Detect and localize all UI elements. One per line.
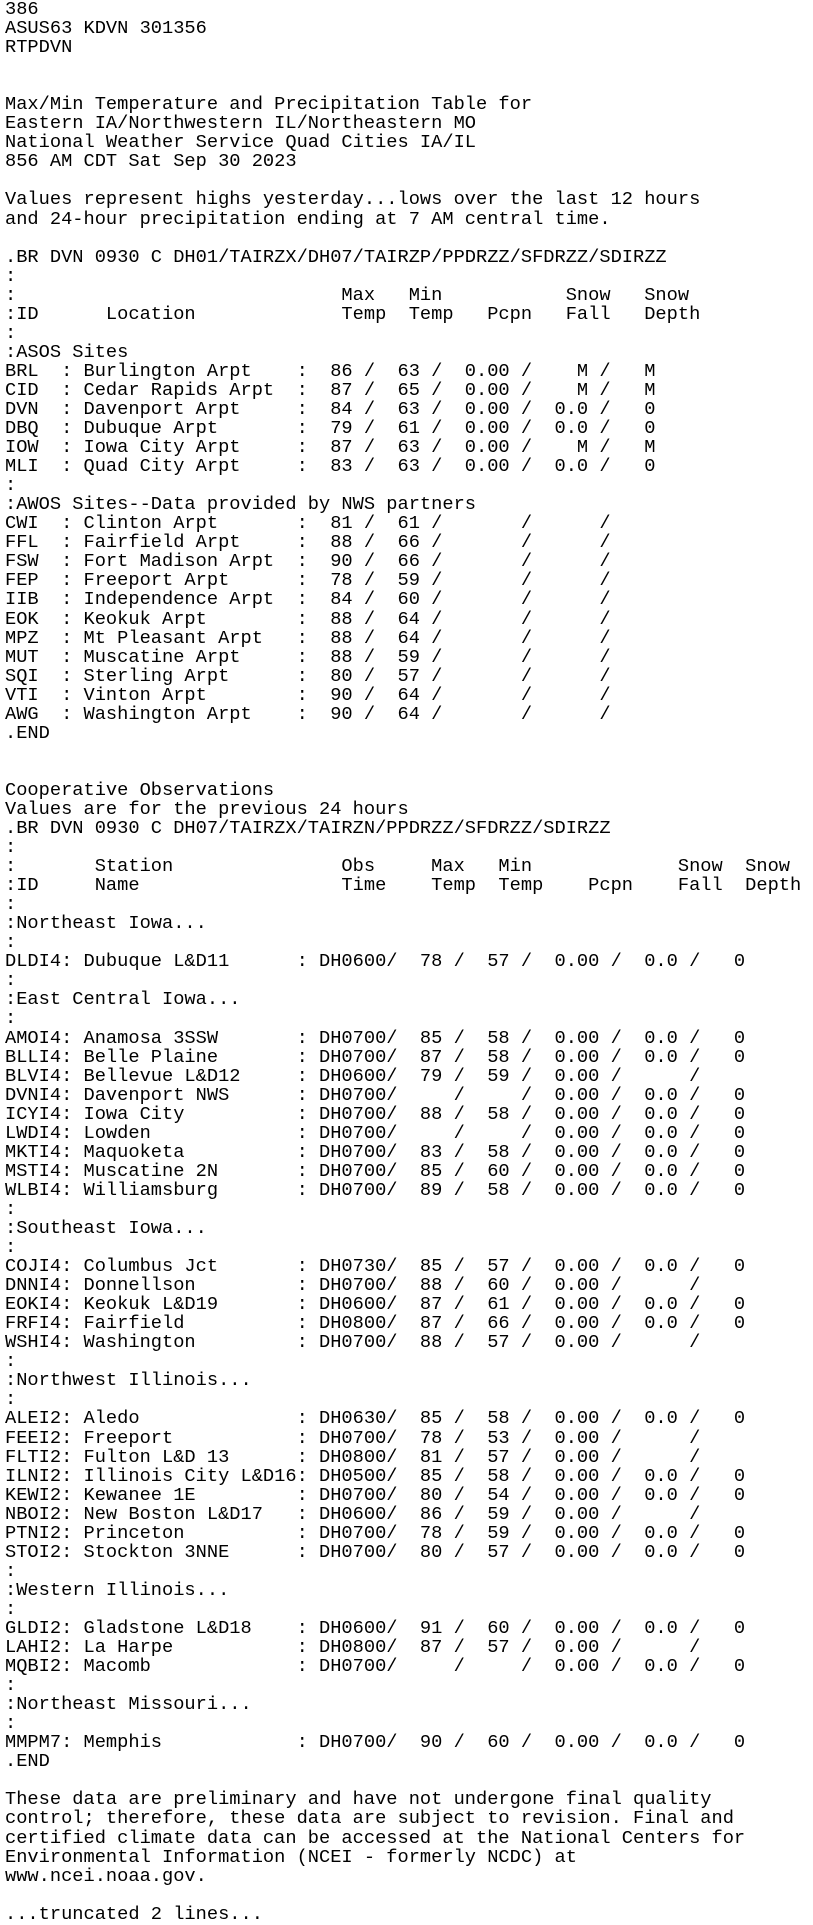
- text-line: Max/Min Temperature and Precipitation Table for: [5, 93, 533, 116]
- text-line: DVN : Davenport Arpt : 84 / 63 / 0.00 / 0.0 / 0: [5, 397, 656, 420]
- text-line: Eastern IA/Northwestern IL/Northeastern MO: [5, 112, 477, 135]
- text-line: FEEI2: Freeport : DH0700/ 78 / 53 / 0.00 / /: [5, 1426, 701, 1449]
- text-line: FSW : Fort Madison Arpt : 90 / 66 / / /: [5, 550, 611, 573]
- text-line: CWI : Clinton Arpt : 81 / 61 / / /: [5, 512, 611, 535]
- text-line: COJI4: Columbus Jct : DH0730/ 85 / 57 / 0.00 / 0.0 / 0: [5, 1255, 746, 1278]
- text-line: :Northeast Missouri...: [5, 1693, 252, 1716]
- text-line: :AWOS Sites--Data provided by NWS partners: [5, 493, 477, 516]
- text-line: STOI2: Stockton 3NNE : DH0700/ 80 / 57 / 0.00 / 0.0 / 0: [5, 1540, 746, 1563]
- text-line: IOW : Iowa City Arpt : 87 / 63 / 0.00 / M / M: [5, 436, 656, 459]
- text-line: :Western Illinois...: [5, 1578, 230, 1601]
- text-line: SQI : Sterling Arpt : 80 / 57 / / /: [5, 664, 611, 687]
- text-line: .BR DVN 0930 C DH01/TAIRZX/DH07/TAIRZP/PPDRZZ/SFDRZZ/SDIRZZ: [5, 245, 667, 268]
- text-line: DLDI4: Dubuque L&D11 : DH0600/ 78 / 57 / 0.00 / 0.0 / 0: [5, 950, 746, 973]
- text-line: :: [5, 931, 17, 954]
- text-line: BLLI4: Belle Plaine : DH0700/ 87 / 58 / 0.00 / 0.0 / 0: [5, 1045, 746, 1068]
- text-line: DNNI4: Donnellson : DH0700/ 88 / 60 / 0.00 / /: [5, 1274, 701, 1297]
- text-line: FRFI4: Fairfield : DH0800/ 87 / 66 / 0.00 / 0.0 / 0: [5, 1312, 746, 1335]
- text-line: ILNI2: Illinois City L&D16: DH0500/ 85 / 58 / 0.00 / 0.0 / 0: [5, 1464, 746, 1487]
- text-line: Environmental Information (NCEI - formerly NCDC) at: [5, 1845, 577, 1868]
- text-line: WSHI4: Washington : DH0700/ 88 / 57 / 0.00 / /: [5, 1331, 701, 1354]
- text-line: [5, 1886, 813, 1905]
- text-line: : Station Obs Max Min Snow Snow: [5, 855, 791, 878]
- text-line: RTPDVN: [5, 36, 73, 59]
- text-line: AWG : Washington Arpt : 90 / 64 / / /: [5, 702, 611, 725]
- text-line: :: [5, 1712, 17, 1735]
- text-line: www.ncei.noaa.gov.: [5, 1864, 207, 1887]
- text-line: MMPM7: Memphis : DH0700/ 90 / 60 / 0.00 / 0.0 / 0: [5, 1731, 746, 1754]
- text-line: FLTI2: Fulton L&D 13 : DH0800/ 81 / 57 / 0.00 / /: [5, 1445, 701, 1468]
- text-line: :: [5, 1197, 17, 1220]
- text-line: MPZ : Mt Pleasant Arpt : 88 / 64 / / /: [5, 626, 611, 649]
- text-line: [5, 57, 813, 76]
- text-line: Values represent highs yesterday...lows over the last 12 hours: [5, 188, 701, 211]
- text-line: :: [5, 969, 17, 992]
- text-line: CID : Cedar Rapids Arpt : 87 / 65 / 0.00 / M / M: [5, 378, 656, 401]
- text-line: :ID Location Temp Temp Pcpn Fall Depth: [5, 302, 701, 325]
- text-line: 856 AM CDT Sat Sep 30 2023: [5, 150, 297, 173]
- text-line: MUT : Muscatine Arpt : 88 / 59 / / /: [5, 645, 611, 668]
- text-line: These data are preliminary and have not undergone final quality: [5, 1788, 712, 1811]
- text-line: KEWI2: Kewanee 1E : DH0700/ 80 / 54 / 0.00 / 0.0 / 0: [5, 1483, 746, 1506]
- text-line: VTI : Vinton Arpt : 90 / 64 / / /: [5, 683, 611, 706]
- text-line: :: [5, 1007, 17, 1030]
- text-line: :: [5, 1674, 17, 1697]
- text-line: :: [5, 836, 17, 859]
- text-line: National Weather Service Quad Cities IA/IL: [5, 131, 477, 154]
- text-line: :: [5, 1559, 17, 1582]
- text-line: LWDI4: Lowden : DH0700/ / / 0.00 / 0.0 / 0: [5, 1121, 746, 1144]
- text-line: :: [5, 1597, 17, 1620]
- text-line: ICYI4: Iowa City : DH0700/ 88 / 58 / 0.00 / 0.0 / 0: [5, 1102, 746, 1125]
- text-line: control; therefore, these data are subject to revision. Final and: [5, 1807, 734, 1830]
- text-line: :Southeast Iowa...: [5, 1217, 207, 1239]
- text-line: :: [5, 1388, 17, 1411]
- text-line: : Max Min Snow Snow: [5, 283, 690, 306]
- text-line: DVNI4: Davenport NWS : DH0700/ / / 0.00 / 0.0 / 0: [5, 1083, 746, 1106]
- text-line: [5, 743, 813, 762]
- text-line: FFL : Fairfield Arpt : 88 / 66 / / /: [5, 531, 611, 554]
- text-line: EOK : Keokuk Arpt : 88 / 64 / / /: [5, 607, 611, 630]
- text-line: 386: [5, 0, 39, 20]
- text-line: DBQ : Dubuque Arpt : 79 / 61 / 0.00 / 0.0 / 0: [5, 417, 656, 440]
- text-line: Cooperative Observations: [5, 778, 275, 801]
- text-line: ASUS63 KDVN 301356: [5, 17, 207, 40]
- text-line: :: [5, 1236, 17, 1259]
- text-line: MSTI4: Muscatine 2N : DH0700/ 85 / 60 / 0.00 / 0.0 / 0: [5, 1159, 746, 1182]
- text-line: GLDI2: Gladstone L&D18 : DH0600/ 91 / 60 / 0.00 / 0.0 / 0: [5, 1616, 746, 1639]
- text-line: MKTI4: Maquoketa : DH0700/ 83 / 58 / 0.00 / 0.0 / 0: [5, 1140, 746, 1163]
- text-line: BLVI4: Bellevue L&D12 : DH0600/ 79 / 59 / 0.00 / /: [5, 1064, 701, 1087]
- text-line: :: [5, 893, 17, 916]
- text-line: :East Central Iowa...: [5, 988, 241, 1011]
- text-line: :ASOS Sites: [5, 340, 129, 363]
- text-line: :Northwest Illinois...: [5, 1369, 252, 1392]
- text-line: PTNI2: Princeton : DH0700/ 78 / 59 / 0.00 / 0.0 / 0: [5, 1521, 746, 1544]
- text-line: .BR DVN 0930 C DH07/TAIRZX/TAIRZN/PPDRZZ/SFDRZZ/SDIRZZ: [5, 817, 611, 840]
- text-line: EOKI4: Keokuk L&D19 : DH0600/ 87 / 61 / 0.00 / 0.0 / 0: [5, 1293, 746, 1316]
- text-line: certified climate data can be accessed at the National Centers for: [5, 1826, 746, 1849]
- text-line: MQBI2: Macomb : DH0700/ / / 0.00 / 0.0 / 0: [5, 1655, 746, 1678]
- text-line: BRL : Burlington Arpt : 86 / 63 / 0.00 / M / M: [5, 359, 656, 382]
- text-line: .END: [5, 1750, 50, 1773]
- text-line: ALEI2: Aledo : DH0630/ 85 / 58 / 0.00 / 0.0 / 0: [5, 1407, 746, 1430]
- text-line: :Northeast Iowa...: [5, 912, 207, 935]
- text-line: WLBI4: Williamsburg : DH0700/ 89 / 58 / 0.00 / 0.0 / 0: [5, 1178, 746, 1201]
- text-line: ...truncated 2 lines...: [5, 1902, 263, 1925]
- text-line: FEP : Freeport Arpt : 78 / 59 / / /: [5, 569, 611, 592]
- text-line: NBOI2: New Boston L&D17 : DH0600/ 86 / 59 / 0.00 / /: [5, 1502, 701, 1525]
- text-line: :: [5, 264, 17, 287]
- text-line: Values are for the previous 24 hours: [5, 797, 409, 820]
- text-line: :: [5, 474, 17, 497]
- text-line: AMOI4: Anamosa 3SSW : DH0700/ 85 / 58 / 0.00 / 0.0 / 0: [5, 1026, 746, 1049]
- text-line: :ID Name Time Temp Temp Pcpn Fall Depth: [5, 874, 802, 897]
- text-line: IIB : Independence Arpt : 84 / 60 / / /: [5, 588, 611, 611]
- text-line: :: [5, 321, 17, 344]
- text-line: MLI : Quad City Arpt : 83 / 63 / 0.00 / 0.0 / 0: [5, 455, 656, 478]
- text-line: .END: [5, 721, 50, 744]
- text-line: LAHI2: La Harpe : DH0800/ 87 / 57 / 0.00 / /: [5, 1636, 701, 1659]
- text-line: and 24-hour precipitation ending at 7 AM central time.: [5, 207, 611, 230]
- text-line: [5, 229, 813, 248]
- text-line: :: [5, 1350, 17, 1373]
